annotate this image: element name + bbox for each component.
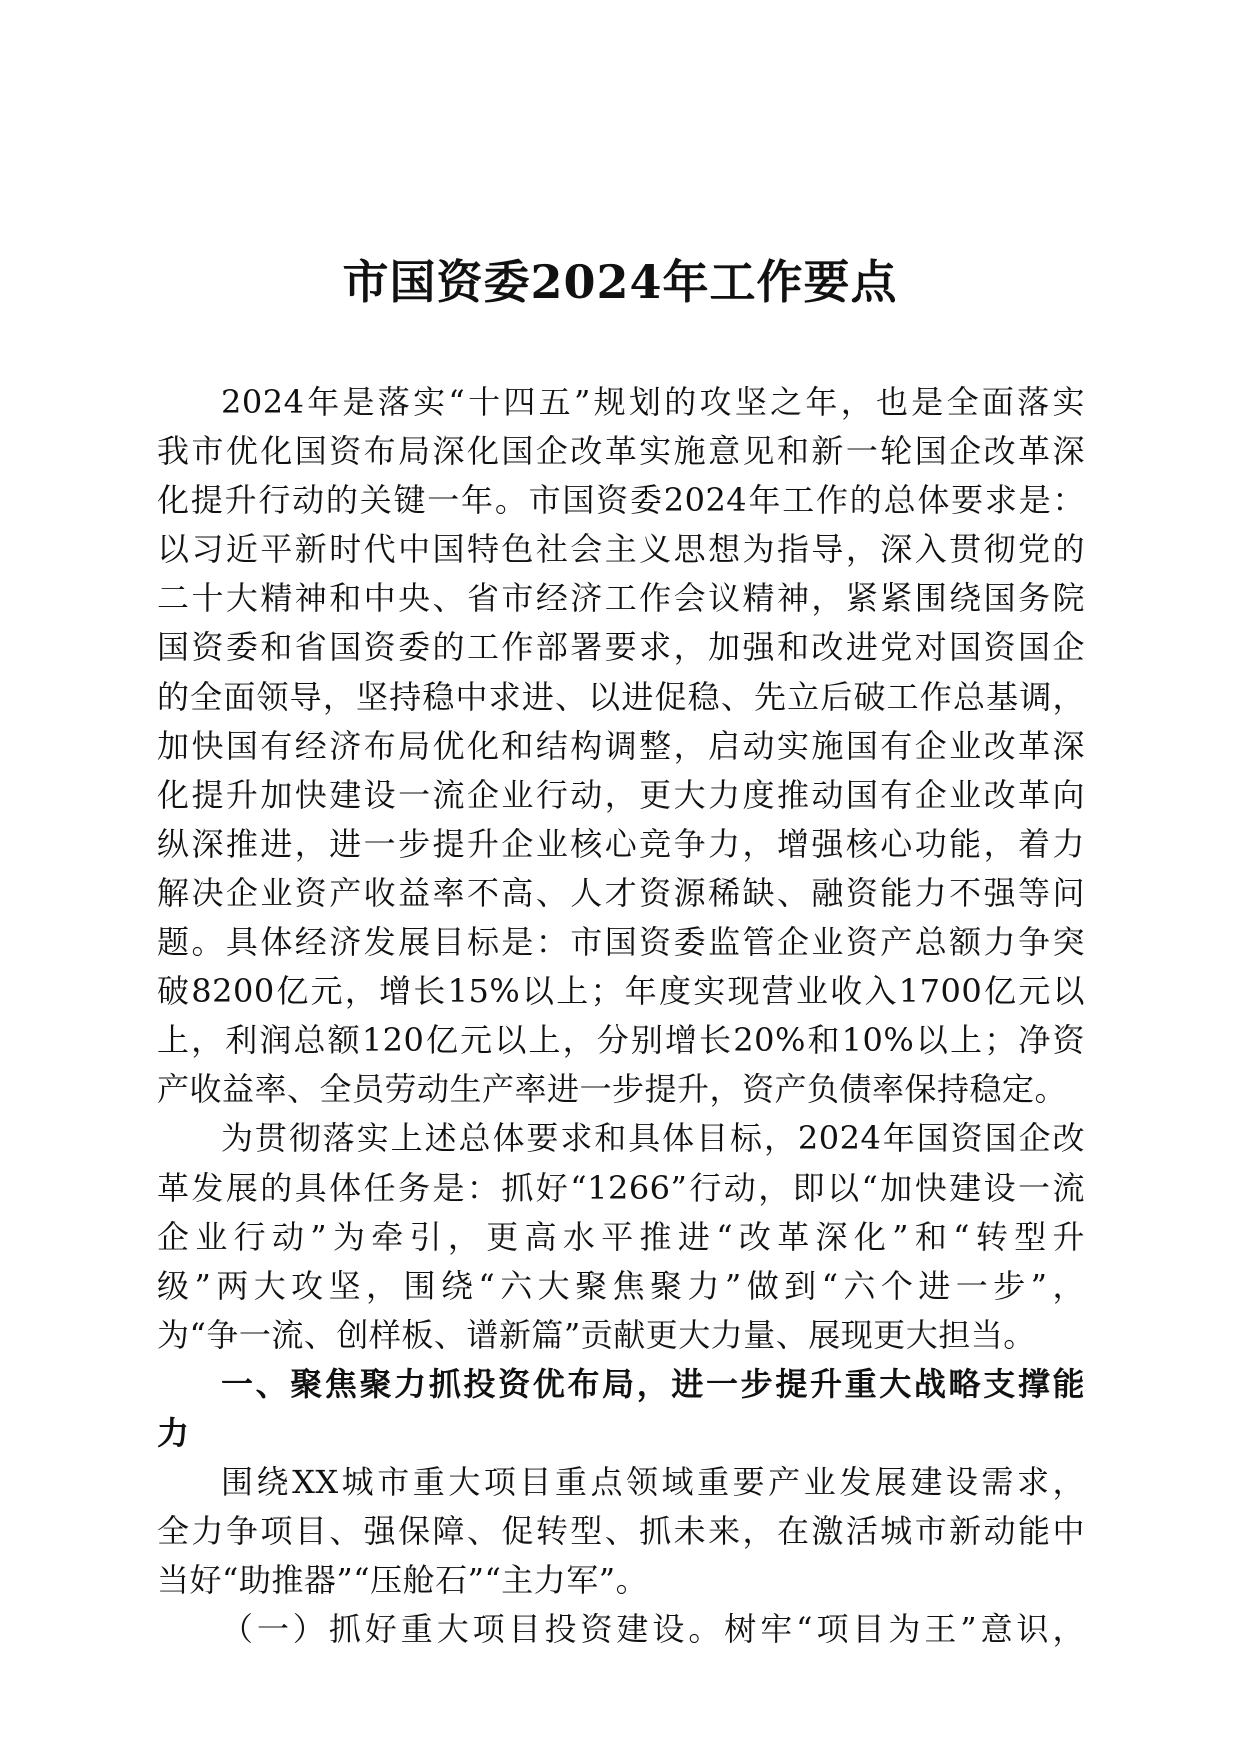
text-line: 革发展的具体任务是：抓好“1266”行动，即以“加快建设一流 [157,1168,1085,1207]
text-line: 围绕XX城市重大项目重点领域重要产业发展建设需求， [221,1463,1085,1502]
text-line: 纵深推进，进一步提升企业核心竞争力，增强核心功能，着力 [157,824,1085,863]
text-line: 为“争一流、创样板、谱新篇”贡献更大力量、展现更大担当。 [157,1315,1036,1354]
text-line: 题。具体经济发展目标是：市国资委监管企业资产总额力争突 [157,923,1085,962]
text-line: 级”两大攻坚，围绕“六大聚焦聚力”做到“六个进一步”， [157,1266,1085,1305]
document-title: 市国资委2024年工作要点 [342,255,898,309]
text-line: 为贯彻落实上述总体要求和具体目标，2024年国资国企改 [221,1119,1085,1158]
text-line: 全力争项目、强保障、促转型、抓未来，在激活城市新动能中 [157,1512,1085,1551]
text-line: （一）抓好重大项目投资建设。树牢“项目为王”意识， [221,1610,1085,1649]
text-line: 加快国有经济布局优化和结构调整，启动实施国有企业改革深 [157,726,1085,765]
text-line: 以习近平新时代中国特色社会主义思想为指导，深入贯彻党的 [157,530,1085,569]
text-line: 2024年是落实“十四五”规划的攻坚之年，也是全面落实 [221,383,1085,421]
text-line: 的全面领导，坚持稳中求进、以进促稳、先立后破工作总基调， [157,677,1085,716]
text-line: 二十大精神和中央、省市经济工作会议精神，紧紧围绕国务院 [157,579,1085,618]
text-line: 产收益率、全员劳动生产率进一步提升，资产负债率保持稳定。 [157,1070,1068,1109]
text-line: 当好“助推器”“压舱石”“主力军”。 [157,1561,649,1600]
section-heading: 一、聚焦聚力抓投资优布局，进一步提升重大战略支撑能 [221,1364,1085,1403]
section-heading: 力 [157,1413,190,1452]
text-line: 化提升行动的关键一年。市国资委2024年工作的总体要求是： [157,481,1085,520]
text-line: 企业行动”为牵引，更高水平推进“改革深化”和“转型升 [157,1217,1085,1256]
text-line: 国资委和省国资委的工作部署要求，加强和改进党对国资国企 [157,628,1085,667]
text-line: 我市优化国资布局深化国企改革实施意见和新一轮国企改革深 [157,432,1085,471]
text-line: 解决企业资产收益率不高、人才资源稀缺、融资能力不强等问 [157,873,1085,912]
text-line: 化提升加快建设一流企业行动，更大力度推动国有企业改革向 [157,775,1085,814]
text-line: 破8200亿元，增长15%以上；年度实现营业收入1700亿元以 [157,972,1085,1011]
document-body [157,378,1085,1654]
text-line: 上，利润总额120亿元以上，分别增长20%和10%以上；净资 [157,1021,1085,1060]
